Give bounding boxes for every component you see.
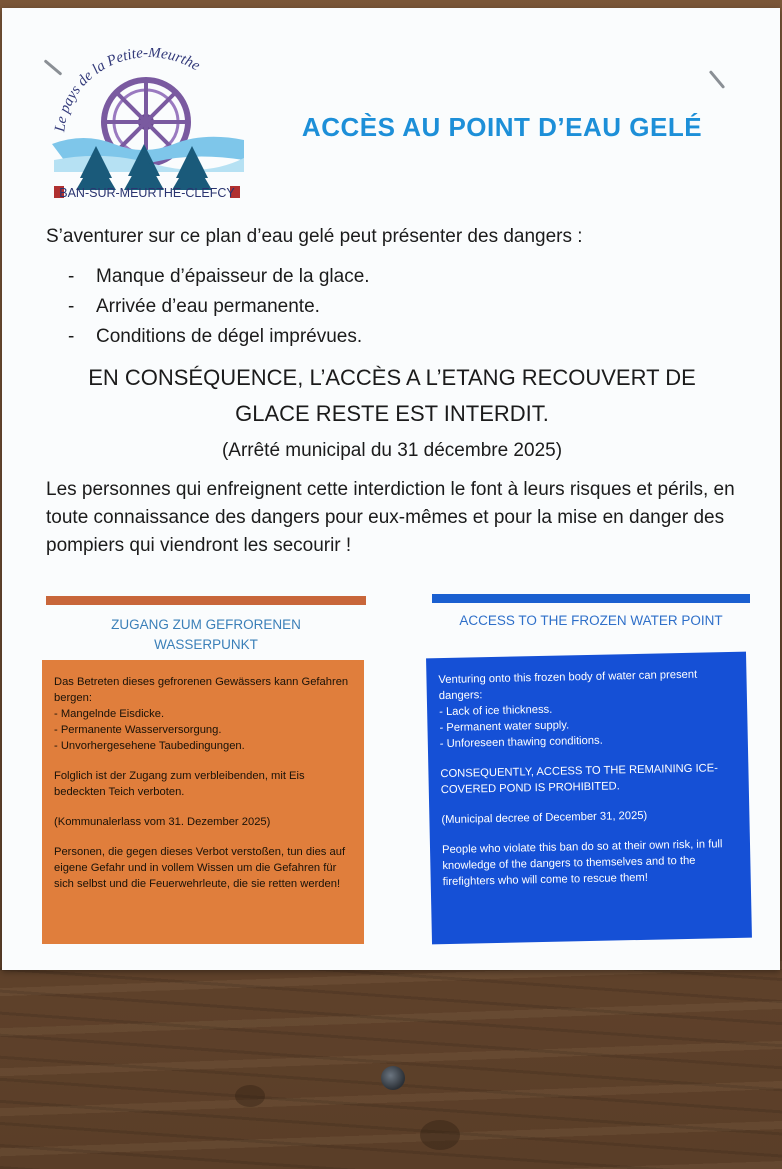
intro-text: S’aventurer sur ce plan d’eau gelé peut présenter des dangers : <box>46 226 583 247</box>
german-consequence: Folglich ist der Zugang zum verbleibenden, mit Eis bedeckten Teich verboten. <box>54 770 305 798</box>
decree-reference: (Arrêté municipal du 31 décembre 2025) <box>221 440 563 461</box>
municipal-logo <box>44 48 254 208</box>
screw-head <box>381 1066 405 1090</box>
english-intro: Venturing onto this frozen body of water can present dangers: <box>438 668 698 703</box>
english-title: ACCESS TO THE FROZEN WATER POINT <box>459 613 723 628</box>
staple <box>709 70 725 89</box>
list-item: - Unvorhergesehene Taubedingungen. <box>54 740 245 752</box>
list-item: - Mangelnde Eisdicke. <box>54 708 165 720</box>
prohibition-statement: EN CONSÉQUENCE, L’ACCÈS A L’ETANG RECOUVERT DE GLACE RESTE EST INTERDIT. <box>88 365 696 426</box>
list-item: - Permanente Wasserversorgung. <box>54 724 222 736</box>
list-item: - Permanent water supply. <box>439 719 570 735</box>
logo-town-name: BAN-SUR-MEURTHE-CLEFCY <box>59 186 235 200</box>
german-warning: Personen, die gegen dieses Verbot verstoßen, tun dies auf eigene Gefahr und in vollem Wissen um die Gefahren für sich selbst und die Feuerwehrleute, die sie retten werden! <box>54 846 346 890</box>
list-item: - Unforeseen thawing conditions. <box>439 734 603 751</box>
wood-knot <box>420 1120 460 1150</box>
german-notice-box <box>42 660 364 944</box>
list-item: - Arrivée d’eau permanente. <box>68 296 320 317</box>
english-consequence: CONSEQUENTLY, ACCESS TO THE REMAINING ICE-COVERED POND IS PROHIBITED. <box>440 762 719 797</box>
page-title: ACCÈS AU POINT D’EAU GELÉ <box>301 112 703 142</box>
german-decree: (Kommunalerlass vom 31. Dezember 2025) <box>54 816 271 828</box>
german-section-bar <box>46 596 366 605</box>
notice-sheet <box>2 8 780 970</box>
list-item: - Manque d’épaisseur de la glace. <box>68 266 370 287</box>
logo-arc-text: Le pays de la Petite-Meurthe <box>52 48 203 133</box>
list-item: - Lack of ice thickness. <box>439 703 553 719</box>
pine-trees-icon <box>76 144 212 190</box>
wooden-board <box>0 960 782 1169</box>
english-decree: (Municipal decree of December 31, 2025) <box>441 809 648 827</box>
german-title: ZUGANG ZUM GEFRORENEN WASSERPUNKT <box>111 617 301 652</box>
english-notice-box <box>426 652 752 945</box>
english-warning: People who violate this ban do so at their own risk, in full knowledge of the dangers to themselves and to the firefighters who will come to rescue them! <box>441 838 723 889</box>
list-item: - Conditions de dégel imprévues. <box>68 326 363 347</box>
german-intro: Das Betreten dieses gefrorenen Gewässers kann Gefahren bergen: <box>54 676 349 704</box>
english-section-bar <box>432 594 750 603</box>
danger-list <box>68 262 370 352</box>
warning-paragraph: Les personnes qui enfreignent cette interdiction le font à leurs risques et périls, en toute connaissance des dangers pour eux-mêmes et pour la mise en danger des pompiers qui viendront les secourir ! <box>46 479 735 556</box>
wood-knot <box>235 1085 265 1107</box>
